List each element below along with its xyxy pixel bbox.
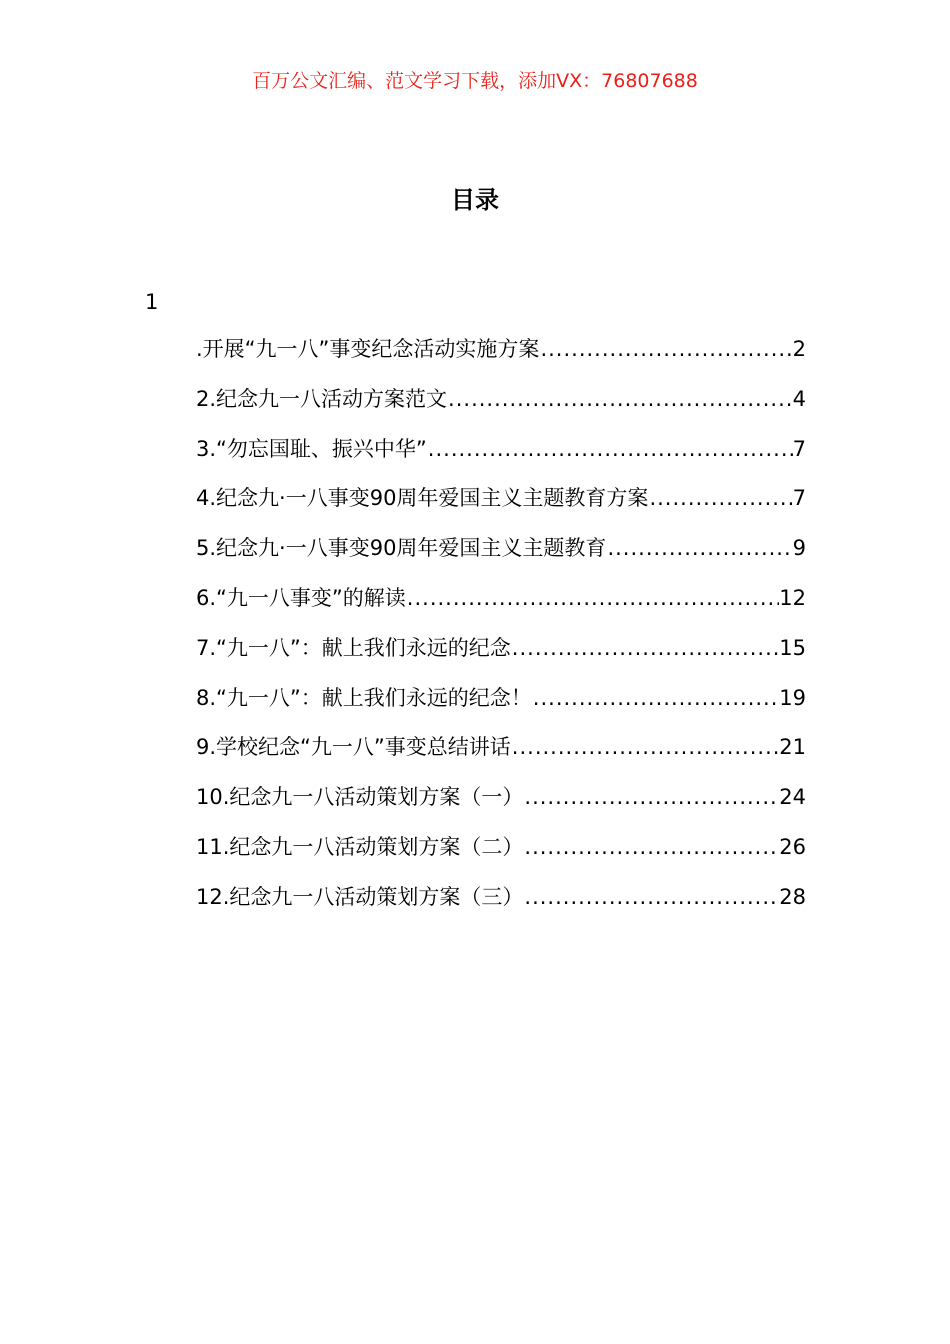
toc-entry-title: 2.纪念九一八活动方案范文 — [196, 386, 448, 411]
table-of-contents — [196, 332, 806, 930]
toc-entry-title: 7.“九一八”：献上我们永远的纪念 — [196, 635, 511, 660]
toc-page-number: 19 — [779, 685, 806, 710]
toc-page-number: 2 — [792, 337, 806, 361]
toc-dot-leader — [532, 681, 779, 715]
toc-entry-title: 12.纪念九一八活动策划方案（三） — [196, 884, 524, 909]
toc-entry-title: 11.纪念九一八活动策划方案（二） — [196, 834, 524, 859]
toc-page-number: 9 — [792, 536, 806, 561]
toc-dot-leader — [427, 432, 793, 466]
toc-entry[interactable] — [196, 730, 806, 780]
toc-dot-leader — [648, 481, 792, 515]
toc-page-number: 26 — [779, 834, 806, 859]
page-title: 目录 — [451, 186, 499, 214]
toc-page-number: 4 — [792, 386, 806, 411]
toc-page-number: 21 — [779, 735, 806, 760]
toc-entry[interactable] — [196, 432, 806, 482]
toc-entry-title: 10.纪念九一八活动策划方案（一） — [196, 785, 524, 810]
toc-entry[interactable] — [196, 830, 806, 880]
toc-page-number: 7 — [792, 486, 806, 511]
toc-entry[interactable] — [196, 332, 806, 382]
toc-entry-title: 4.纪念九·一八事变90周年爱国主义主题教育方案 — [196, 486, 649, 511]
toc-entry[interactable] — [196, 481, 806, 531]
toc-page-number: 24 — [779, 785, 806, 810]
toc-entry-title: 6.“九一八事变”的解读 — [196, 585, 406, 610]
toc-dot-leader — [606, 531, 792, 565]
toc-entry-title: .开展“九一八”事变纪念活动实施方案 — [196, 337, 540, 361]
toc-entry[interactable] — [196, 880, 806, 930]
toc-entry-title: 5.纪念九·一八事变90周年爱国主义主题教育 — [196, 536, 607, 561]
toc-entry[interactable] — [196, 631, 806, 681]
toc-entry[interactable] — [196, 681, 806, 731]
toc-page-number: 7 — [792, 436, 806, 461]
toc-dot-leader — [523, 830, 779, 864]
lead-number: 1 — [145, 290, 159, 314]
toc-entry[interactable] — [196, 531, 806, 581]
toc-entry-title: 9.学校纪念“九一八”事变总结讲话 — [196, 735, 511, 760]
toc-dot-leader — [539, 332, 792, 366]
toc-page-number: 28 — [779, 884, 806, 909]
toc-dot-leader — [406, 581, 779, 615]
toc-dot-leader — [511, 730, 779, 764]
toc-dot-leader — [523, 880, 779, 914]
header-note: 百万公文汇编、范文学习下载，添加VX：76807688 — [252, 70, 698, 92]
toc-page-number: 15 — [779, 635, 806, 660]
toc-dot-leader — [523, 780, 779, 814]
toc-dot-leader — [447, 382, 793, 416]
toc-page-number: 12 — [779, 585, 806, 610]
toc-entry[interactable] — [196, 382, 806, 432]
toc-entry-title: 3.“勿忘国耻、振兴中华” — [196, 436, 427, 461]
toc-entry[interactable] — [196, 581, 806, 631]
toc-entry-title: 8.“九一八”：献上我们永远的纪念！ — [196, 685, 532, 710]
toc-entry[interactable] — [196, 780, 806, 830]
toc-dot-leader — [511, 631, 779, 665]
